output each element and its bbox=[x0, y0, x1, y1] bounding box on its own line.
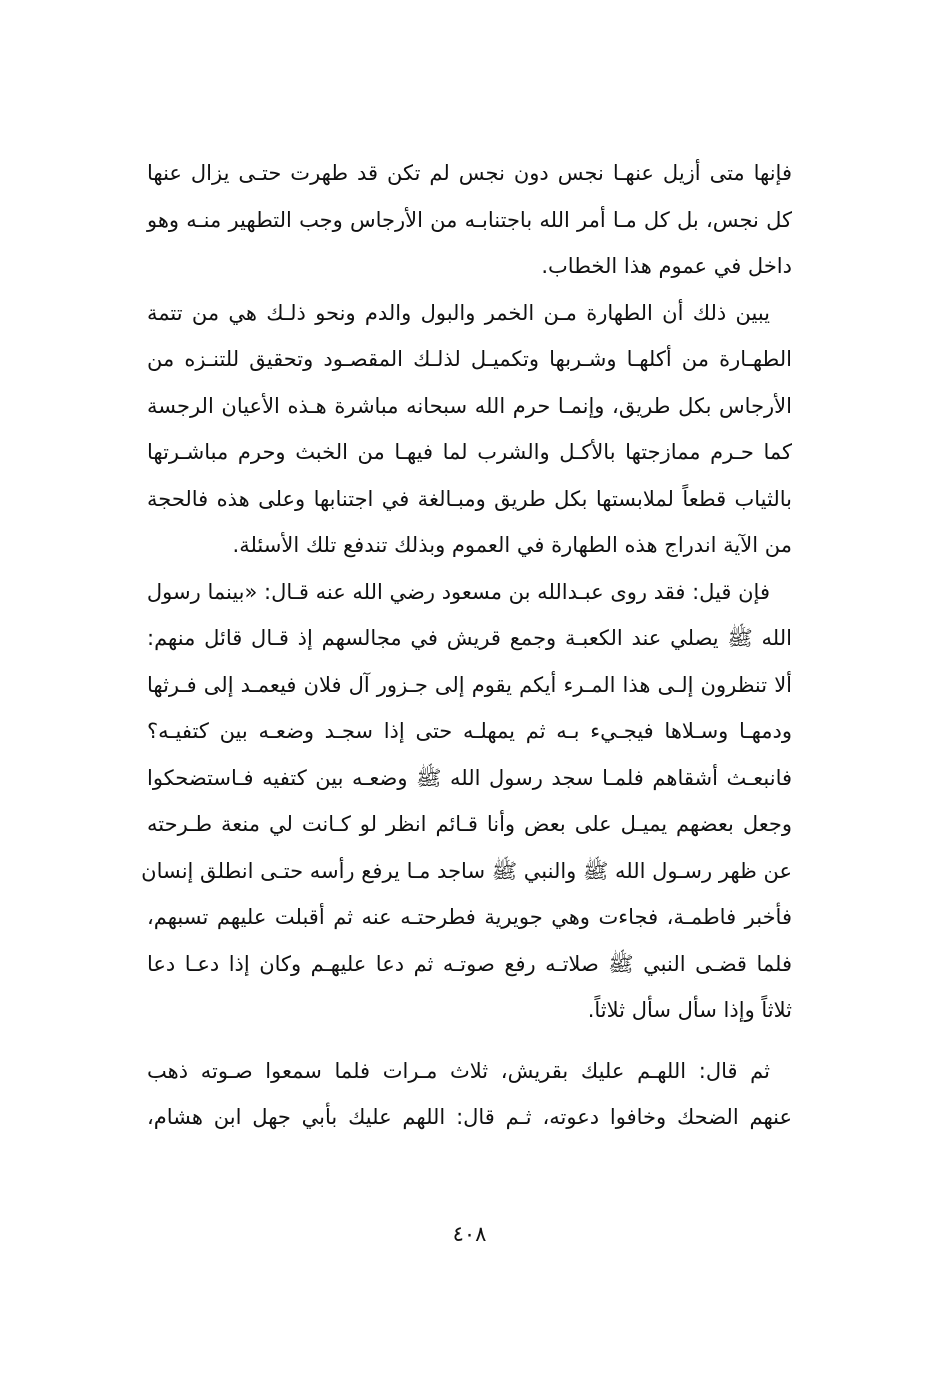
text-line: فأخبر فاطمـة، فجاءت وهي جويرية فطرحتـه عنه ثم أقبلت عليهم تسبهم، bbox=[147, 905, 792, 929]
text-line: ثلاثاً وإذا سأل سأل ثلاثاً. bbox=[587, 998, 792, 1022]
text-line: وجعل بعضهم يميـل على بعض وأنا قـائم انظر لو كـانت لي منعة طـرحته bbox=[147, 812, 792, 836]
text-line: عن ظهر رسـول الله ﷺ والنبي ﷺ ساجد مـا يرفع رأسه حتـى انطلق إنسان bbox=[141, 858, 792, 883]
text-line: ألا تنظرون إلـى هذا المـرء أيكم يقوم إلى جـزور آل فلان فيعمـد إلى فـرثها bbox=[147, 672, 792, 697]
text-line: ودمهـا وسـلاها فيجـيء بـه ثم يمهلـه حتى إذا سجـد وضعـه بين كتفيـه؟ bbox=[147, 719, 792, 743]
text-line: فانبعـث أشقاهم فلمـا سجد رسول الله ﷺ وضعـه بين كتفيه فـاستضحكوا bbox=[147, 765, 792, 790]
text-line: كل نجس، بل كل مـا أمر الله باجتنابـه من الأرجاس وجب التطهير منـه وهو bbox=[147, 207, 792, 232]
paragraph-start-line: فإن قيل: فقد روى عبـدالله بن مسعود رضي الله عنه قـال: «بينما رسول bbox=[146, 579, 770, 604]
paragraph-start-line: يبين ذلك أن الطهارة مـن الخمر والبول والدم ونحو ذلـك هي من تتمة bbox=[147, 300, 770, 325]
text-line: عنهم الضحك وخافوا دعوته، ثـم قال: اللهم عليك بأبي جهل ابن هشام، bbox=[147, 1105, 792, 1129]
text-line: فإنها متى أزيل عنهـا نجس دون نجس لم تكن قد طهرت حتـى يزال عنها bbox=[147, 161, 792, 185]
paragraph-start-line: ثم قال: اللهـم عليك بقريش، ثلاث مـرات فلما سمعوا صـوته ذهب bbox=[147, 1058, 770, 1083]
text-line: فلما قضـى النبي ﷺ صلاتـه رفع صوتـه ثم دعا عليهـم وكان إذا دعـا دعا bbox=[147, 951, 792, 976]
paragraph-gap bbox=[147, 1034, 792, 1048]
text-line: الطهـارة من أكلهـا وشـربها وتكميـل لذلـك المقصـود وتحقيق للتنـزه من bbox=[147, 347, 792, 371]
text-line: الأرجاس بكل طريق، وإنمـا حرم الله سبحانه مباشرة هـذه الأعيان الرجسة bbox=[147, 393, 792, 418]
text-line: الله ﷺ يصلي عند الكعبـة وجمع قريش في مجالسهم إذ قـال قائل منهم: bbox=[147, 626, 792, 650]
page-number: ٤٠٨ bbox=[452, 1222, 487, 1246]
text-line: بالثياب قطعاً لملابستها بكل طريق ومبـالغة في اجتنابها وعلى هذه فالحجة bbox=[147, 486, 792, 511]
page-body bbox=[141, 150, 792, 1141]
text-line: كما حـرم ممازجتها بالأكـل والشرب لما فيهـا من الخبث وحرم مباشـرتها bbox=[147, 440, 792, 464]
text-line: داخل في عموم هذا الخطاب. bbox=[541, 254, 792, 278]
text-line: من الآية اندراج هذه الطهارة في العموم وبذلك تندفع تلك الأسئلة. bbox=[232, 533, 792, 557]
